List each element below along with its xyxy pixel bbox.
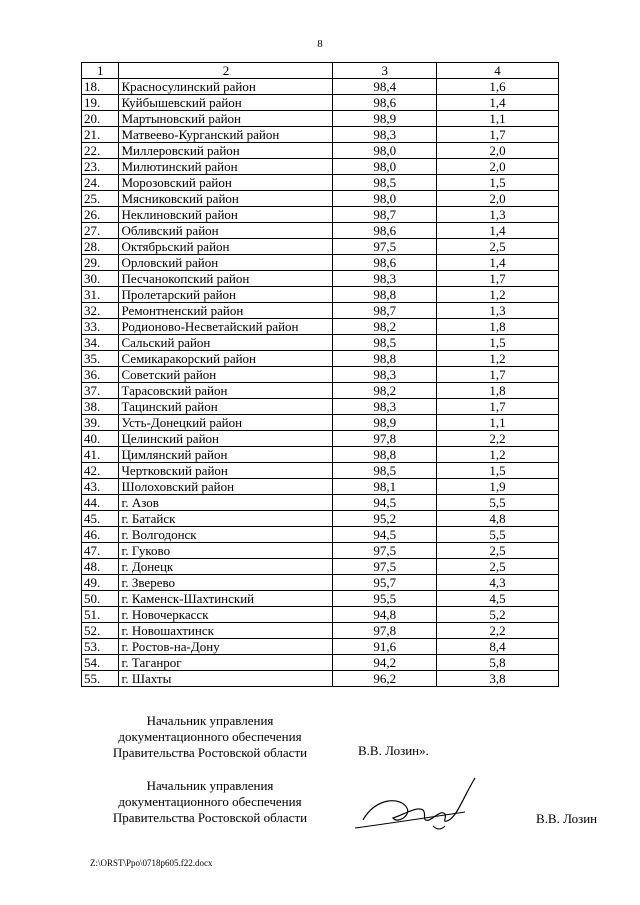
district-name: Орловский район: [119, 255, 333, 271]
row-number: 26.: [82, 207, 119, 223]
district-name: Шолоховский район: [119, 479, 333, 495]
row-number: 21.: [82, 127, 119, 143]
district-name: Ремонтненский район: [119, 303, 333, 319]
value-col3: 98,3: [333, 127, 437, 143]
district-name: Родионово-Несветайский район: [119, 319, 333, 335]
table-row: [82, 223, 559, 239]
value-col3: 91,6: [333, 639, 437, 655]
table-row: [82, 399, 559, 415]
value-col4: 5,5: [437, 527, 559, 543]
district-name: Чертковский район: [119, 463, 333, 479]
district-name: г. Волгодонск: [119, 527, 333, 543]
value-col3: 95,2: [333, 511, 437, 527]
district-name: г. Ростов-на-Дону: [119, 639, 333, 655]
value-col3: 98,6: [333, 95, 437, 111]
value-col3: 98,6: [333, 255, 437, 271]
district-name: г. Новошахтинск: [119, 623, 333, 639]
district-name: Мартыновский район: [119, 111, 333, 127]
value-col4: 5,5: [437, 495, 559, 511]
district-name: г. Донецк: [119, 559, 333, 575]
table-row: [82, 655, 559, 671]
row-number: 34.: [82, 335, 119, 351]
value-col4: 2,0: [437, 191, 559, 207]
row-number: 42.: [82, 463, 119, 479]
row-number: 54.: [82, 655, 119, 671]
value-col4: 1,8: [437, 383, 559, 399]
file-path: Z:\ORST\Ppo\0718p605.f22.docx: [90, 858, 213, 868]
district-name: Цимлянский район: [119, 447, 333, 463]
table-row: [82, 319, 559, 335]
district-name: Октябрьский район: [119, 239, 333, 255]
signature-block-1-name: В.В. Лозин».: [358, 743, 429, 758]
table-row: [82, 335, 559, 351]
district-name: Миллеровский район: [119, 143, 333, 159]
value-col4: 1,1: [437, 111, 559, 127]
row-number: 55.: [82, 671, 119, 687]
row-number: 27.: [82, 223, 119, 239]
table-row: [82, 479, 559, 495]
table-row: [82, 191, 559, 207]
value-col4: 2,2: [437, 431, 559, 447]
district-name: Красносулинский район: [119, 79, 333, 95]
district-name: Целинский район: [119, 431, 333, 447]
value-col3: 98,7: [333, 207, 437, 223]
value-col3: 97,5: [333, 559, 437, 575]
table-row: [82, 431, 559, 447]
row-number: 20.: [82, 111, 119, 127]
row-number: 41.: [82, 447, 119, 463]
value-col4: 1,3: [437, 207, 559, 223]
row-number: 28.: [82, 239, 119, 255]
value-col3: 98,5: [333, 463, 437, 479]
header-cell-1: 1: [82, 63, 119, 79]
row-number: 38.: [82, 399, 119, 415]
value-col3: 98,0: [333, 159, 437, 175]
value-col3: 98,3: [333, 399, 437, 415]
district-name: Сальский район: [119, 335, 333, 351]
row-number: 18.: [82, 79, 119, 95]
value-col3: 98,5: [333, 175, 437, 191]
table-row: [82, 351, 559, 367]
value-col4: 1,7: [437, 127, 559, 143]
value-col3: 98,3: [333, 367, 437, 383]
table-row: [82, 175, 559, 191]
district-name: Песчанокопский район: [119, 271, 333, 287]
value-col3: 98,6: [333, 223, 437, 239]
signature-block-1-title: [90, 713, 330, 761]
value-col4: 1,5: [437, 463, 559, 479]
district-name: г. Зверево: [119, 575, 333, 591]
value-col4: 1,4: [437, 255, 559, 271]
title-line: Правительства Ростовской области: [112, 745, 308, 760]
value-col4: 1,6: [437, 79, 559, 95]
value-col4: 4,3: [437, 575, 559, 591]
table-row: [82, 575, 559, 591]
table-row: [82, 255, 559, 271]
row-number: 39.: [82, 415, 119, 431]
title-line: документационного обеспечения: [118, 794, 302, 809]
value-col4: 5,8: [437, 655, 559, 671]
table-row: [82, 671, 559, 687]
value-col4: 1,8: [437, 319, 559, 335]
signature-block-2-title: [90, 778, 330, 826]
row-number: 51.: [82, 607, 119, 623]
district-name: г. Каменск-Шахтинский: [119, 591, 333, 607]
district-name: г. Гуково: [119, 543, 333, 559]
row-number: 37.: [82, 383, 119, 399]
value-col4: 1,1: [437, 415, 559, 431]
value-col3: 98,5: [333, 335, 437, 351]
row-number: 47.: [82, 543, 119, 559]
table-row: [82, 79, 559, 95]
header-cell-3: 3: [333, 63, 437, 79]
table-row: [82, 271, 559, 287]
handwritten-signature: [345, 768, 505, 838]
district-name: г. Шахты: [119, 671, 333, 687]
value-col4: 4,5: [437, 591, 559, 607]
value-col4: 1,5: [437, 175, 559, 191]
value-col3: 97,8: [333, 623, 437, 639]
value-col4: 5,2: [437, 607, 559, 623]
table-row: [82, 95, 559, 111]
row-number: 24.: [82, 175, 119, 191]
value-col3: 98,9: [333, 111, 437, 127]
value-col4: 2,0: [437, 143, 559, 159]
value-col4: 1,4: [437, 95, 559, 111]
table-row: [82, 287, 559, 303]
district-name: Семикаракорский район: [119, 351, 333, 367]
row-number: 46.: [82, 527, 119, 543]
row-number: 33.: [82, 319, 119, 335]
value-col4: 2,5: [437, 559, 559, 575]
row-number: 45.: [82, 511, 119, 527]
value-col4: 2,2: [437, 623, 559, 639]
value-col3: 98,8: [333, 447, 437, 463]
value-col4: 1,2: [437, 287, 559, 303]
value-col3: 96,2: [333, 671, 437, 687]
district-name: Обливский район: [119, 223, 333, 239]
table-row: [82, 303, 559, 319]
row-number: 48.: [82, 559, 119, 575]
district-name: Мясниковский район: [119, 191, 333, 207]
value-col3: 98,2: [333, 383, 437, 399]
table-row: [82, 143, 559, 159]
title-line: Правительства Ростовской области: [112, 810, 308, 825]
title-line: Начальник управления: [146, 713, 274, 728]
table-row: [82, 127, 559, 143]
table-header-row: [82, 63, 559, 79]
row-number: 35.: [82, 351, 119, 367]
value-col4: 1,2: [437, 447, 559, 463]
table-body: [82, 63, 559, 687]
value-col3: 94,8: [333, 607, 437, 623]
value-col4: 2,0: [437, 159, 559, 175]
table-row: [82, 447, 559, 463]
value-col3: 98,0: [333, 143, 437, 159]
table-row: [82, 623, 559, 639]
header-cell-2: 2: [119, 63, 333, 79]
value-col3: 98,4: [333, 79, 437, 95]
table-row: [82, 367, 559, 383]
row-number: 53.: [82, 639, 119, 655]
table-row: [82, 111, 559, 127]
value-col3: 98,3: [333, 271, 437, 287]
value-col4: 1,4: [437, 223, 559, 239]
value-col3: 98,8: [333, 287, 437, 303]
district-name: Пролетарский район: [119, 287, 333, 303]
signature-block-2-name: В.В. Лозин: [536, 811, 598, 826]
table-row: [82, 543, 559, 559]
title-line: Начальник управления: [146, 778, 274, 793]
value-col3: 94,5: [333, 527, 437, 543]
value-col4: 2,5: [437, 239, 559, 255]
district-name: Морозовский район: [119, 175, 333, 191]
district-name: г. Азов: [119, 495, 333, 511]
table-row: [82, 463, 559, 479]
value-col3: 94,2: [333, 655, 437, 671]
row-number: 43.: [82, 479, 119, 495]
table-row: [82, 527, 559, 543]
row-number: 19.: [82, 95, 119, 111]
value-col4: 1,3: [437, 303, 559, 319]
value-col3: 98,9: [333, 415, 437, 431]
table-row: [82, 639, 559, 655]
value-col3: 97,8: [333, 431, 437, 447]
value-col3: 95,7: [333, 575, 437, 591]
row-number: 40.: [82, 431, 119, 447]
row-number: 44.: [82, 495, 119, 511]
district-name: г. Новочеркасск: [119, 607, 333, 623]
data-table: [81, 62, 559, 687]
value-col4: 2,5: [437, 543, 559, 559]
district-name: Матвеево-Курганский район: [119, 127, 333, 143]
table-row: [82, 207, 559, 223]
value-col3: 98,8: [333, 351, 437, 367]
row-number: 36.: [82, 367, 119, 383]
value-col4: 1,5: [437, 335, 559, 351]
value-col4: 1,7: [437, 367, 559, 383]
district-name: Усть-Донецкий район: [119, 415, 333, 431]
value-col4: 1,7: [437, 271, 559, 287]
value-col3: 98,2: [333, 319, 437, 335]
page-number: 8: [317, 38, 323, 50]
district-name: г. Батайск: [119, 511, 333, 527]
table-row: [82, 559, 559, 575]
table-row: [82, 239, 559, 255]
table-row: [82, 159, 559, 175]
table-row: [82, 591, 559, 607]
value-col3: 97,5: [333, 543, 437, 559]
value-col4: 8,4: [437, 639, 559, 655]
header-cell-4: 4: [437, 63, 559, 79]
row-number: 25.: [82, 191, 119, 207]
district-name: Куйбышевский район: [119, 95, 333, 111]
district-name: Неклиновский район: [119, 207, 333, 223]
row-number: 22.: [82, 143, 119, 159]
value-col4: 1,2: [437, 351, 559, 367]
table-row: [82, 415, 559, 431]
value-col4: 4,8: [437, 511, 559, 527]
district-name: Советский район: [119, 367, 333, 383]
row-number: 32.: [82, 303, 119, 319]
value-col4: 3,8: [437, 671, 559, 687]
row-number: 50.: [82, 591, 119, 607]
value-col4: 1,7: [437, 399, 559, 415]
value-col3: 97,5: [333, 239, 437, 255]
table-row: [82, 495, 559, 511]
row-number: 31.: [82, 287, 119, 303]
row-number: 23.: [82, 159, 119, 175]
table-row: [82, 511, 559, 527]
row-number: 30.: [82, 271, 119, 287]
table-row: [82, 607, 559, 623]
value-col3: 95,5: [333, 591, 437, 607]
district-name: Милютинский район: [119, 159, 333, 175]
row-number: 29.: [82, 255, 119, 271]
value-col3: 98,0: [333, 191, 437, 207]
district-name: Тацинский район: [119, 399, 333, 415]
row-number: 49.: [82, 575, 119, 591]
value-col4: 1,9: [437, 479, 559, 495]
district-name: г. Таганрог: [119, 655, 333, 671]
row-number: 52.: [82, 623, 119, 639]
value-col3: 98,7: [333, 303, 437, 319]
value-col3: 94,5: [333, 495, 437, 511]
title-line: документационного обеспечения: [118, 729, 302, 744]
value-col3: 98,1: [333, 479, 437, 495]
table-row: [82, 383, 559, 399]
district-name: Тарасовский район: [119, 383, 333, 399]
